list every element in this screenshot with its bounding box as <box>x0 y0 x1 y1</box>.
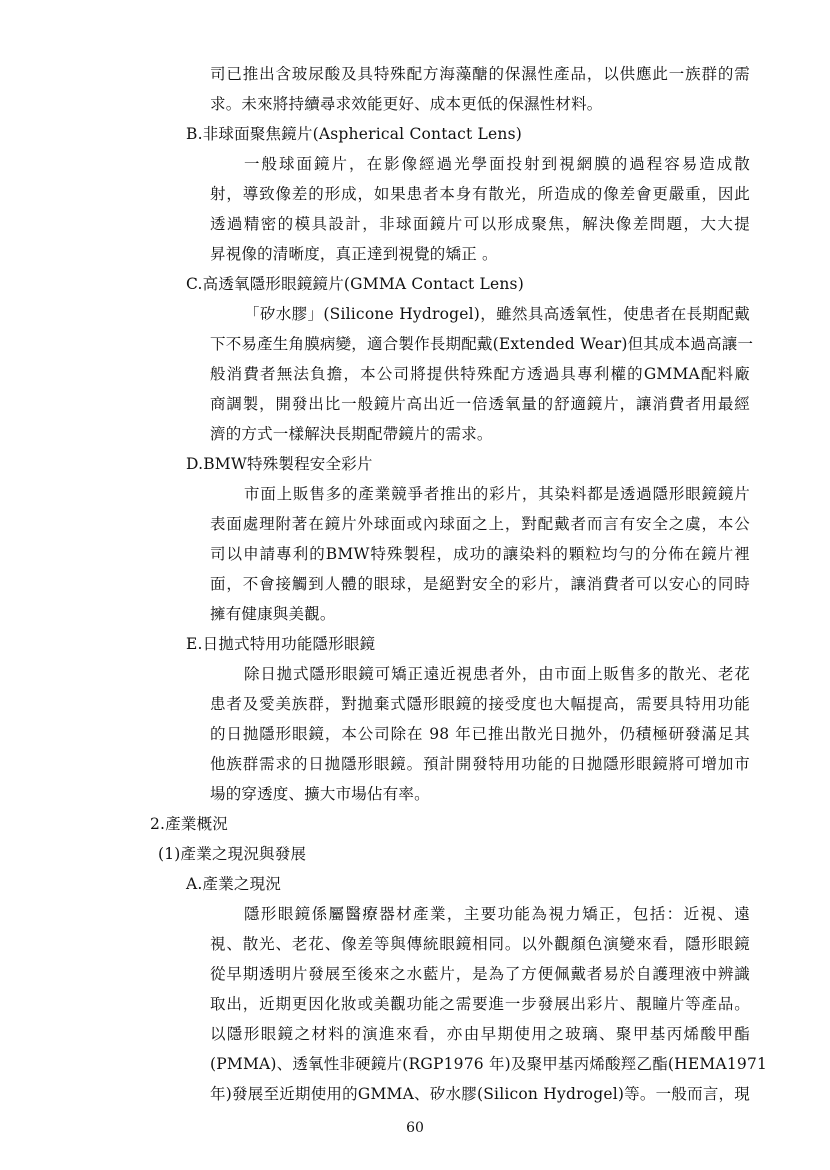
paragraph-line: 司以申請專利的BMW特殊製程，成功的讓染料的顆粒均勻的分佈在鏡片裡 <box>210 545 750 563</box>
paragraph-line: 求。未來將持續尋求效能更好、成本更低的保濕性材料。 <box>210 95 603 113</box>
paragraph-line: 般消費者無法負擔，本公司將提供特殊配方透過具專利權的GMMA配料廠 <box>210 365 750 383</box>
paragraph-line: 他族群需求的日拋隱形眼鏡。預計開發特用功能的日拋隱形眼鏡將可增加市 <box>210 755 750 773</box>
paragraph-line: 市面上販售多的產業競爭者推出的彩片，其染料都是透過隱形眼鏡鏡片 <box>244 485 750 503</box>
paragraph-line: 隱形眼鏡係屬醫療器材產業，主要功能為視力矯正，包括：近視、遠 <box>244 905 750 923</box>
paragraph-line: 面，不會接觸到人體的眼球，是絕對安全的彩片，讓消費者可以安心的同時 <box>210 575 750 593</box>
paragraph-line: 司已推出含玻尿酸及具特殊配方海藻醣的保濕性產品，以供應此一族群的需 <box>210 65 750 83</box>
page-number: 60 <box>406 1120 424 1136</box>
paragraph-line: 透過精密的模具設計，非球面鏡片可以形成聚焦，解決像差問題，大大提 <box>210 215 750 233</box>
paragraph-line: 濟的方式一樣解決長期配帶鏡片的需求。 <box>210 425 493 443</box>
paragraph-line: 商調製，開發出比一般鏡片高出近一倍透氧量的舒適鏡片，讓消費者用最經 <box>210 395 750 413</box>
paragraph-line: 下不易產生角膜病變，適合製作長期配戴(Extended Wear)但其成本過高讓一 <box>210 335 754 353</box>
section-heading: E.日拋式特用功能隱形眼鏡 <box>186 635 376 653</box>
paragraph-line: 一般球面鏡片，在影像經過光學面投射到視網膜的過程容易造成散 <box>244 155 750 173</box>
paragraph-line: 表面處理附著在鏡片外球面或內球面之上，對配戴者而言有安全之虞，本公 <box>210 515 750 533</box>
paragraph-line: 視、散光、老花、像差等與傳統眼鏡相同。以外觀顏色演變來看，隱形眼鏡 <box>210 935 750 953</box>
paragraph-line: 從早期透明片發展至後來之水藍片，是為了方便佩戴者易於自護理液中辨識 <box>210 965 750 983</box>
section-heading: 2.產業概況 <box>150 815 228 833</box>
paragraph-line: 場的穿透度、擴大市場佔有率。 <box>210 785 430 803</box>
paragraph-line: 取出，近期更因化妝或美觀功能之需要進一步發展出彩片、靚瞳片等產品。 <box>210 995 750 1013</box>
paragraph-line: 昇視像的清晰度，真正達到視覺的矯正 。 <box>210 245 498 263</box>
paragraph-line: 「矽水膠」(Silicone Hydrogel)，雖然具高透氧性，使患者在長期配戴 <box>244 305 750 323</box>
paragraph-line: 射，導致像差的形成，如果患者本身有散光，所造成的像差會更嚴重，因此 <box>210 185 750 203</box>
paragraph-line: (PMMA)、透氧性非硬鏡片(RGP1976 年)及聚甲基丙烯酸羥乙酯(HEMA1971 <box>210 1055 768 1073</box>
paragraph-line: 患者及愛美族群，對拋棄式隱形眼鏡的接受度也大幅提高，需要具特用功能 <box>210 695 750 713</box>
paragraph-line: 年)發展至近期使用的GMMA、矽水膠(Silicon Hydrogel)等。一般而言，現 <box>210 1085 750 1103</box>
section-heading: D.BMW特殊製程安全彩片 <box>186 455 373 473</box>
section-heading: C.高透氧隱形眼鏡鏡片(GMMA Contact Lens) <box>186 275 524 293</box>
paragraph-line: 以隱形眼鏡之材料的演進來看，亦由早期使用之玻璃、聚甲基丙烯酸甲酯 <box>210 1025 750 1043</box>
section-heading: B.非球面聚焦鏡片(Aspherical Contact Lens) <box>186 125 522 143</box>
section-heading: A.產業之現況 <box>186 875 282 893</box>
paragraph-line: 擁有健康與美觀。 <box>210 605 336 623</box>
section-heading: (1)產業之現況與發展 <box>158 845 307 863</box>
paragraph-line: 除日拋式隱形眼鏡可矯正遠近視患者外，由市面上販售多的散光、老花 <box>244 665 750 683</box>
paragraph-line: 的日拋隱形眼鏡，本公司除在 98 年已推出散光日拋外，仍積極研發滿足其 <box>210 725 750 743</box>
